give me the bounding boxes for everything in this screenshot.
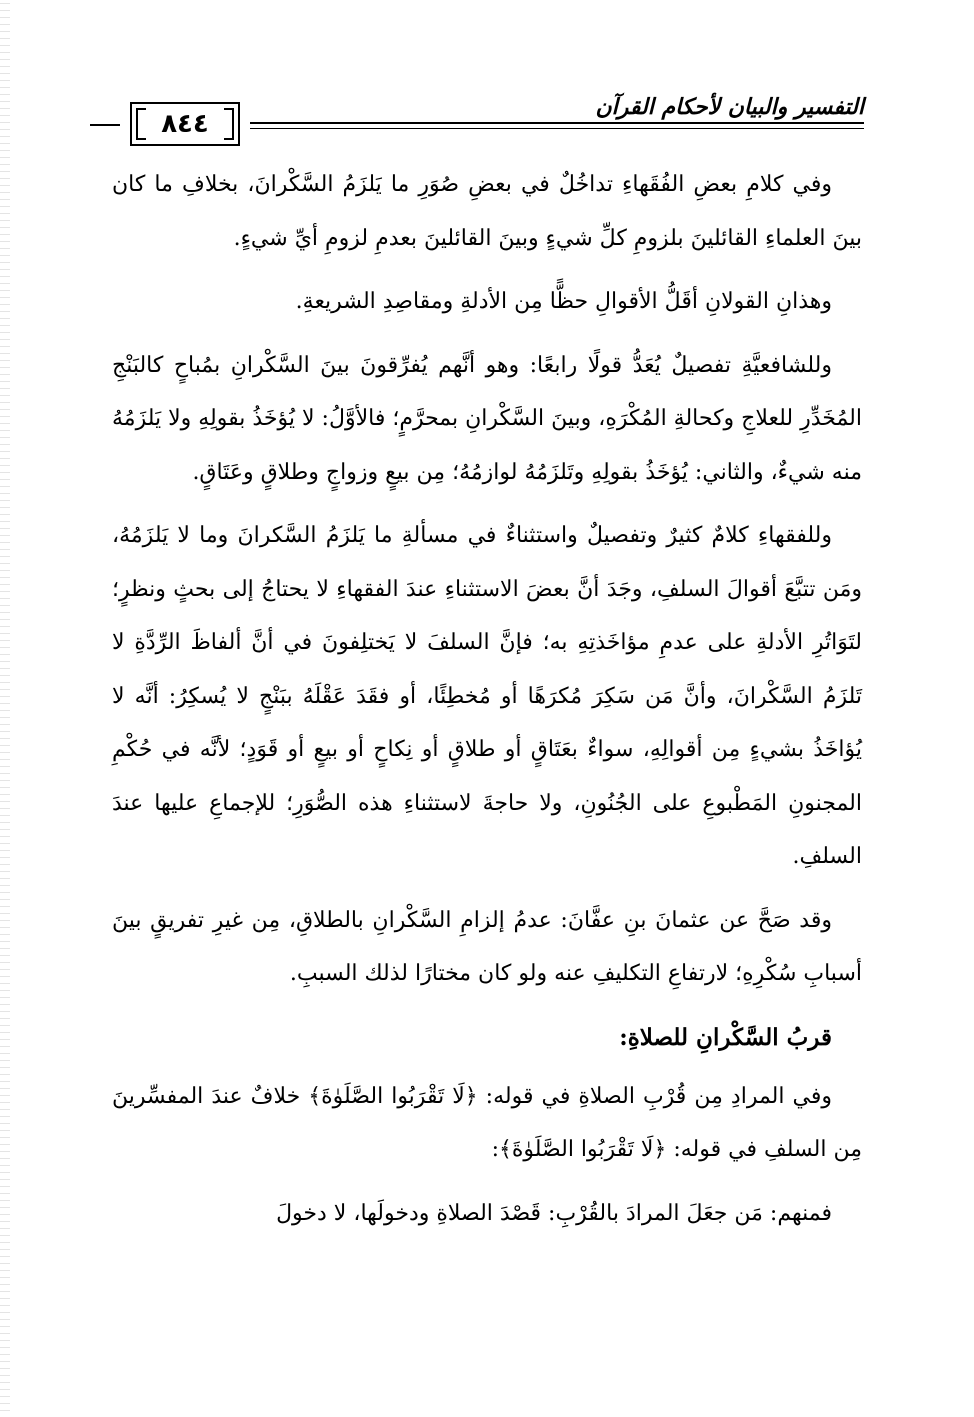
- page-body: [112, 158, 862, 1250]
- header-rule-thin: [250, 128, 864, 129]
- paragraph: وفي المرادِ مِن قُرْبِ الصلاةِ في قوله: ﴿لَا تَقْرَبُوا الصَّلَوٰةَ﴾ خلافٌ عندَ المفسِّرينَ مِن السلفِ في قوله: ﴿لَا تَقْرَبُوا الصَّلَوٰةَ﴾:: [112, 1083, 862, 1162]
- section-heading: قربُ السَّكْرانِ للصلاةِ:: [619, 1023, 832, 1051]
- paragraph: وقد صَحَّ عن عثمانَ بنِ عفَّانَ: عدمُ إلزامِ السَّكْرانِ بالطلاقِ، مِن غيرِ تفريقٍ بينَ أسبابِ سُكْرِهِ؛ لارتفاعِ التكليفِ عنه ولو كان مختارًا لذلك السببِ.: [112, 907, 862, 986]
- header-rule-short: [90, 124, 120, 126]
- page-header: [100, 88, 864, 158]
- header-rule: [250, 122, 864, 124]
- paragraph: وللشافعيَّةِ تفصيلٌ يُعَدُّ قولًا رابعًا: وهو أنَّهم يُفرِّقونَ بينَ السَّكْرانِ بمُباحٍ كالبَنْجِ المُخَدِّرِ للعلاجِ وكحالةِ المُكْرَهِ، وبينَ السَّكْرانِ بمحرَّمٍ؛ فالأوَّلُ: لا يُؤخَذُ بقولِهِ ولا يَلزَمُهُ منه شيءٌ، والثاني: يُؤخَذُ بقولِهِ وتَلزَمُهُ لوازمُهُ؛ مِن بيعٍ وزواجٍ وطلاقٍ وعَتَاقٍ.: [111, 352, 862, 485]
- paragraph: فمنهم: مَن جعَلَ المرادَ بالقُرْبِ: قَصْدَ الصلاةِ ودخولَها، لا دخولَ: [276, 1200, 832, 1226]
- paragraph: وهذانِ القولانِ أقَلُّ الأقوالِ حظًّا مِن الأدلةِ ومقاصِدِ الشريعةِ.: [295, 289, 832, 314]
- page-number-frame: [130, 102, 240, 146]
- running-title: التفسير والبيان لأحكام القرآن: [595, 94, 864, 120]
- paragraph: وفي كلامِ بعضِ الفُقَهاءِ تداخُلٌ في بعضِ صُوَرِ ما يَلزَمُ السَّكْرانَ، بخلافِ ما كان بينَ العلماءِ القائلينَ بلزومِ كلِّ شيءٍ وبينَ القائلينَ بعدمِ لزومِ أيِّ شيءٍ.: [112, 172, 862, 251]
- scan-edge: [0, 0, 10, 1417]
- paragraph: وللفقهاءِ كلامٌ كثيرٌ وتفصيلٌ واستثناءٌ في مسألةِ ما يَلزَمُ السَّكرانَ وما لا يَلزَمُهُ، ومَن تتبَّعَ أقوالَ السلفِ، وجَدَ أنَّ بعضَ الاستثناءِ عندَ الفقهاءِ لا يحتاجُ إلى بحثٍ ونظرٍ؛ لتَوَاتُرِ الأدلةِ على عدمِ مؤاخَذتِهِ به؛ فإنَّ السلفَ لا يَختلِفونَ في أنَّ ألفاظَ الرِّدَّةِ لا تَلزَمُ السَّكْرانَ، وأنَّ مَن سَكِرَ مُكرَهًا أو مُخطِئًا، أو فقَدَ عَقْلَهُ ببَنْجٍ لا يُسكِرُ: أنَّه لا يُؤاخَذُ بشيءٍ مِن أقوالِهِ، سواءٌ بعَتَاقٍ أو طلاقٍ أو نِكاحٍ أو بيعٍ أو قَوَدٍ؛ لأنَّه في حُكْمِ المجنونِ المَطْبوعِ على الجُنُونِ، ولا حاجةَ لاستثناءِ هذه الصُّوَرِ؛ للإجماعِ عليها عندَ السلفِ.: [112, 523, 862, 869]
- page-number: ٨٤٤: [161, 109, 209, 139]
